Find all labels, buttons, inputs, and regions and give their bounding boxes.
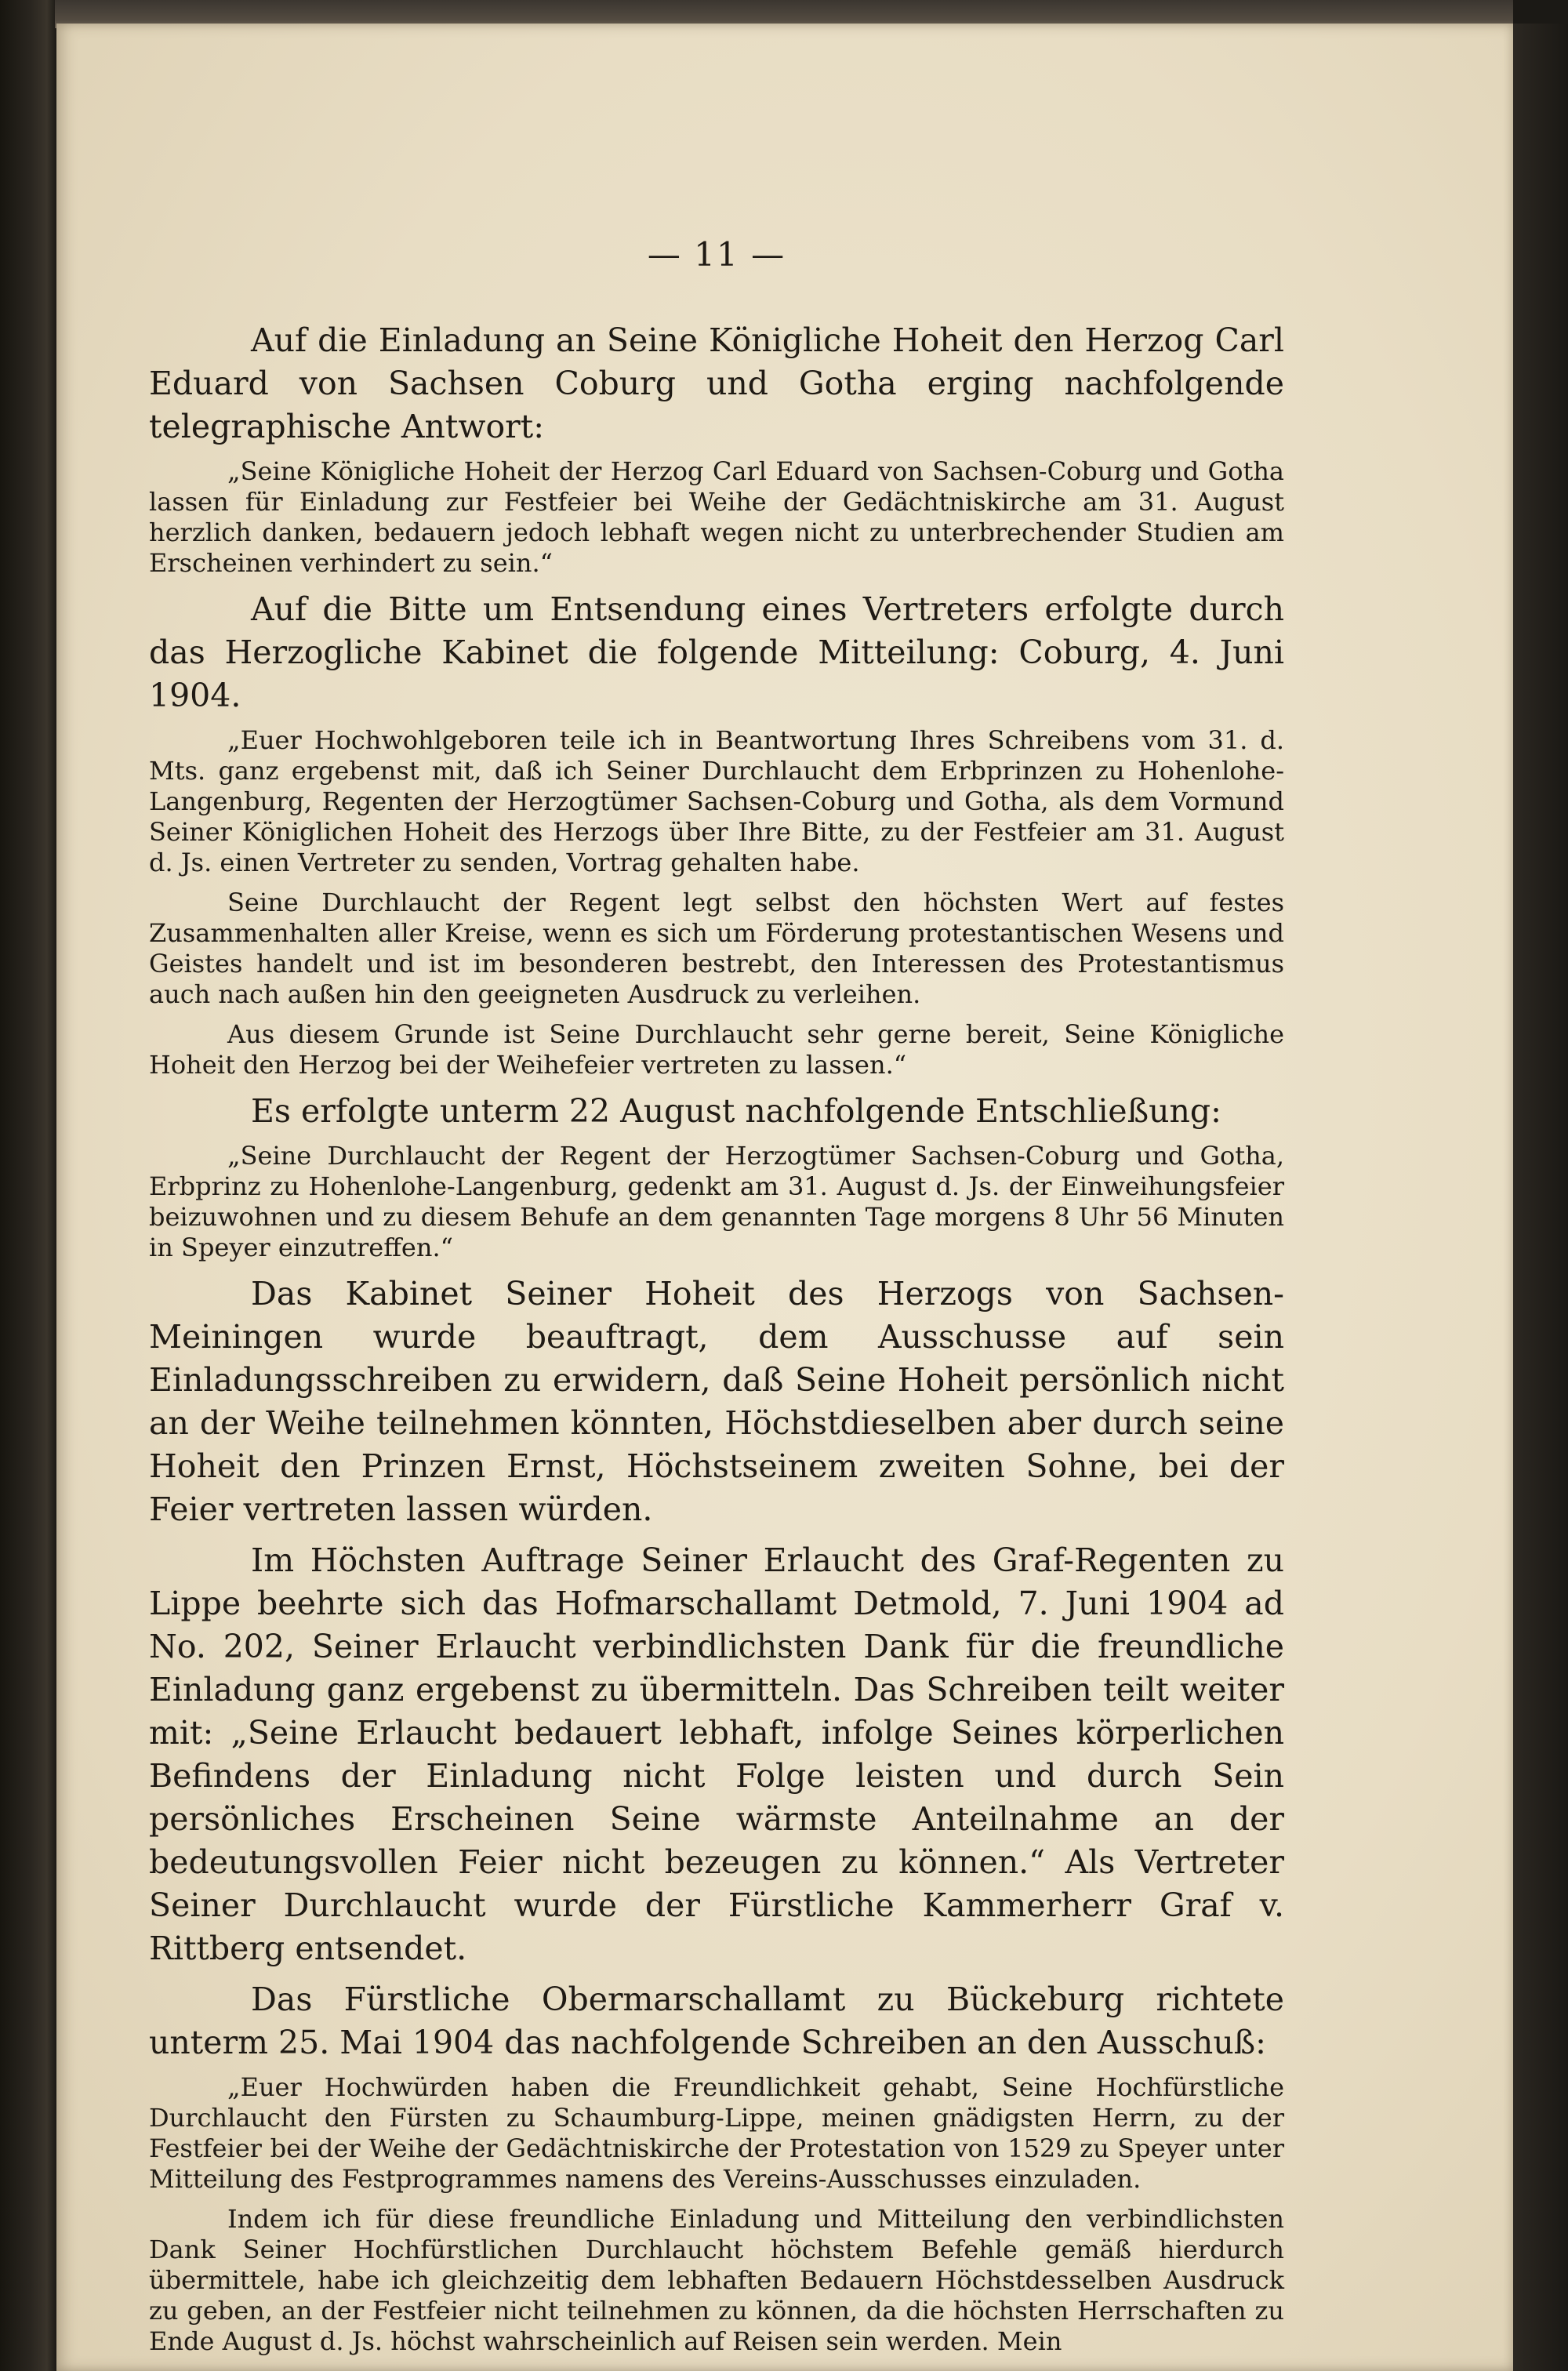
quote-telegram-coburg: „Seine Königliche Hoheit der Herzog Carl Eduard von Sachsen-Coburg und Gotha lassen für Einladung zur Festfeier bei Weihe der Gedächtniskirche am 31. August herzlich danken, bedauern jedoch lebhaft wegen nicht zu unterbrechender Studien am Erscheinen verhindert zu sein.“: [149, 456, 1284, 578]
quote-regent-statement: Seine Durchlaucht der Regent legt selbst den höchsten Wert auf festes Zusammenhalten aller Kreise, wenn es sich um Förderung protestantischen Wesens und Geistes handelt und ist im besonderen bestrebt, den Interessen des Protestantismus auch nach außen hin den geeigneten Ausdruck zu verleihen.: [149, 888, 1284, 1009]
paragraph-invitation-coburg: Auf die Einladung an Seine Königliche Hoheit den Herzog Carl Eduard von Sachsen Coburg und Gotha erging nachfolgende telegraphische Antwort:: [149, 321, 1284, 445]
paragraph-request-representative: Auf die Bitte um Entsendung eines Vertreters erfolgte durch das Herzogliche Kabinet die folgende Mitteilung: Coburg, 4. Juni 1904.: [149, 590, 1284, 714]
page-text: [149, 235, 1284, 2366]
paragraph-lippe: Im Höchsten Auftrage Seiner Erlaucht des Graf-Regenten zu Lippe beehrte sich das Hofmarschallamt Detmold, 7. Juni 1904 ad No. 202, Seiner Erlaucht verbindlichsten Dank für die freundliche Einladung ganz ergebenst zu übermitteln. Das Schreiben teilt weiter mit: „Seine Erlaucht bedauert lebhaft, infolge Seines körperlichen Befindens der Einladung nicht Folge leisten und durch Sein persönliches Erscheinen Seine wärmste Anteilnahme an der bedeutungsvollen Feier nicht bezeugen zu können.“ Als Vertreter Seiner Durchlaucht wurde der Fürstliche Kammerherr Graf v. Rittberg entsendet.: [149, 1541, 1284, 1967]
quote-bueckeburg-letter: „Euer Hochwürden haben die Freundlichkeit gehabt, Seine Hochfürstliche Durchlaucht den Fürsten zu Schaumburg-Lippe, meinen gnädigsten Herrn, zu der Festfeier bei der Weihe der Gedächtniskirche der Protestation von 1529 zu Speyer unter Mitteilung des Festprogrammes namens des Vereins-Ausschusses einzuladen.: [149, 2072, 1284, 2194]
quote-regent-attendance: Aus diesem Grunde ist Seine Durchlaucht sehr gerne bereit, Seine Königliche Hoheit den Herzog bei der Weihefeier vertreten zu lassen.“: [149, 1019, 1284, 1080]
quote-bueckeburg-continued: Indem ich für diese freundliche Einladung und Mitteilung den verbindlichsten Dank Seiner Hochfürstlichen Durchlaucht höchstem Befehle gemäß hierdurch übermittele, habe ich gleichzeitig dem lebhaften Bedauern Höchstdesselben Ausdruck zu geben, an der Festfeier nicht teilnehmen zu können, da die höchsten Herrschaften zu Ende August d. Js. höchst wahrscheinlich auf Reisen sein werden. Mein: [149, 2204, 1284, 2356]
page-number: — 11 —: [647, 235, 786, 274]
quote-cabinet-letter: „Euer Hochwohlgeboren teile ich in Beantwortung Ihres Schreibens vom 31. d. Mts. ganz ergebenst mit, daß ich Seiner Durchlaucht dem Erbprinzen zu Hohenlohe-Langenburg, Regenten der Herzogtümer Sachsen-Coburg und Gotha, als dem Vormund Seiner Königlichen Hoheit des Herzogs über Ihre Bitte, zu der Festfeier am 31. August d. Js. einen Vertreter zu senden, Vortrag gehalten habe.: [149, 725, 1284, 877]
paragraph-meiningen: Das Kabinet Seiner Hoheit des Herzogs von Sachsen-Meiningen wurde beauftragt, dem Ausschusse auf sein Einladungsschreiben zu erwidern, daß Seine Hoheit persönlich nicht an der Weihe teilnehmen könnten, Höchstdieselben aber durch seine Hoheit den Prinzen Ernst, Höchstseinem zweiten Sohne, bei der Feier vertreten lassen würden.: [149, 1275, 1284, 1528]
book-right-edge: [1513, 24, 1568, 2371]
paragraph-decision: Es erfolgte unterm 22 August nachfolgende Entschließung:: [251, 1092, 1221, 1130]
quote-decision-text: „Seine Durchlaucht der Regent der Herzogtümer Sachsen-Coburg und Gotha, Erbprinz zu Hohenlohe-Langenburg, gedenkt am 31. August d. Js. der Einweihungsfeier beizuwohnen und zu diesem Behufe an dem genannten Tage morgens 8 Uhr 56 Minuten in Speyer einzutreffen.“: [149, 1141, 1284, 1262]
paragraph-bueckeburg: Das Fürstliche Obermarschallamt zu Bückeburg richtete unterm 25. Mai 1904 das nachfolgende Schreiben an den Ausschuß:: [149, 1981, 1284, 2061]
